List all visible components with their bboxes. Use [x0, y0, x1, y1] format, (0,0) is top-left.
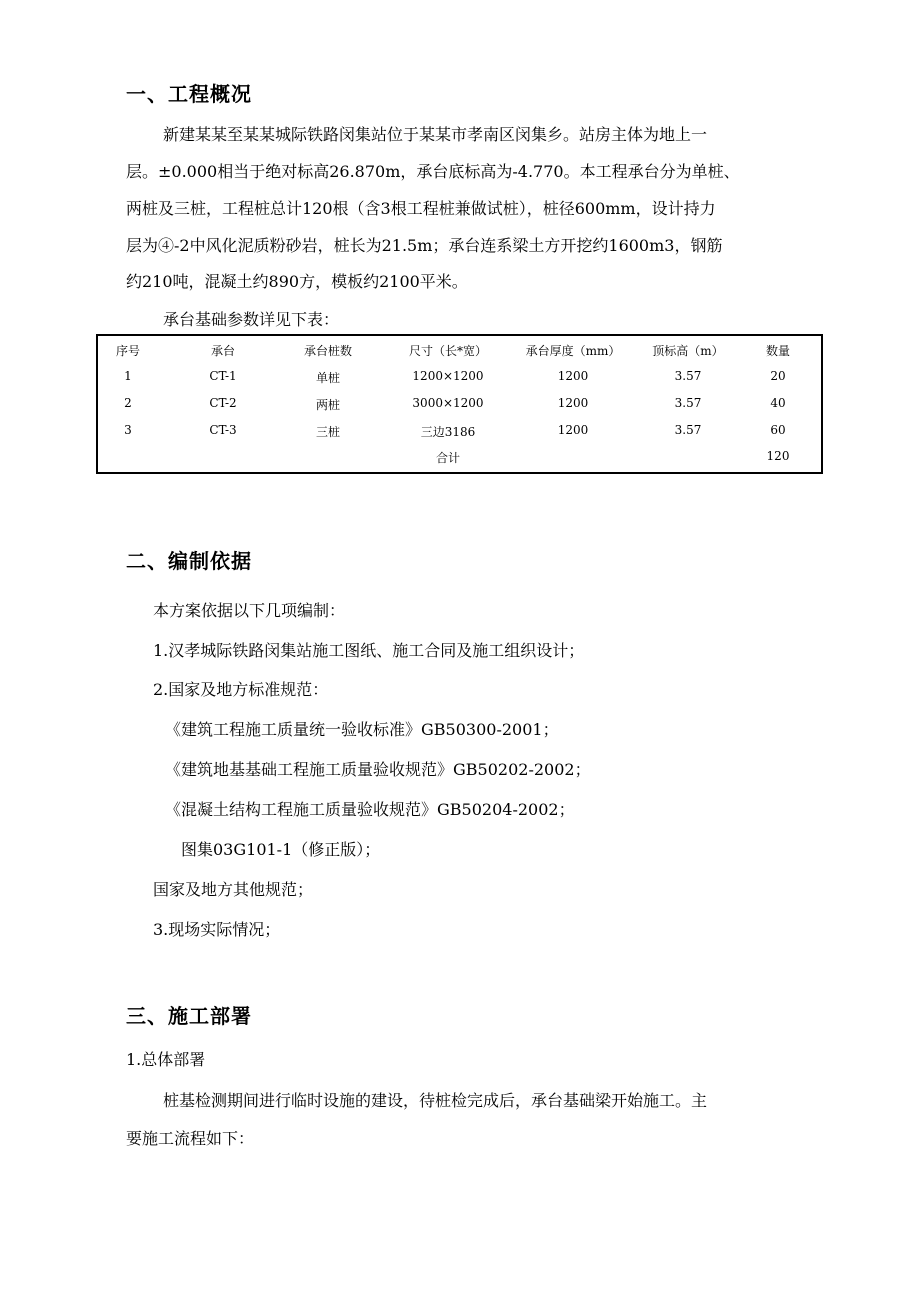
- table-cell: 三桩: [315, 425, 340, 439]
- table-cell: 1200: [557, 423, 589, 437]
- table-cell: CT-1: [209, 369, 237, 383]
- basis-line-7: 图集03G101-1（修正版）；: [181, 840, 381, 859]
- section3-para-line-2: 要施工流程如下：: [126, 1129, 255, 1148]
- table-intro: 承台基础参数详见下表：: [163, 310, 340, 329]
- table-cell: 3.57: [674, 396, 702, 410]
- table-cell: 1200×1200: [412, 369, 484, 383]
- table-cell: 40: [770, 396, 786, 410]
- table-total-value: 120: [766, 449, 790, 463]
- table-cell: 20: [770, 369, 786, 383]
- table-cell: 1: [124, 369, 132, 383]
- table-cell: 60: [770, 423, 786, 437]
- section2-title: 二、编制依据: [126, 549, 252, 573]
- section1-para-line-5: 约210吨，混凝土约890方，模板约2100平米。: [126, 272, 468, 291]
- basis-line-3: 2.国家及地方标准规范：: [153, 680, 329, 699]
- basis-line-5: 《建筑地基基础工程施工质量验收规范》GB50202-2002；: [165, 760, 591, 779]
- basis-line-4: 《建筑工程施工质量统一验收标准》GB50300-2001；: [165, 720, 559, 739]
- table-cell: 3000×1200: [412, 396, 484, 410]
- section1-para-line-1: 新建某某至某某城际铁路闵集站位于某某市孝南区闵集乡。站房主体为地上一: [163, 125, 708, 144]
- basis-line-1: 本方案依据以下几项编制：: [153, 601, 346, 620]
- pile-cap-table: [96, 334, 823, 474]
- section3-title: 三、施工部署: [126, 1004, 252, 1028]
- table-header: 数量: [765, 344, 790, 358]
- table-header: 承台桩数: [303, 344, 352, 358]
- table-header: 顶标高（m）: [652, 344, 724, 358]
- basis-line-6: 《混凝土结构工程施工质量验收规范》GB50204-2002；: [165, 800, 575, 819]
- table-header: 尺寸（长*宽）: [408, 344, 487, 358]
- section1-para-line-4: 层为④-2中风化泥质粉砂岩，桩长为21.5m；承台连系梁土方开挖约1600m3，钢筋: [126, 236, 723, 255]
- table-cell: 1200: [557, 369, 589, 383]
- table-cell: 3: [124, 423, 132, 437]
- table-header: 序号: [115, 344, 140, 358]
- section1-title: 一、工程概况: [126, 82, 252, 106]
- table-header: 承台厚度（mm）: [525, 344, 621, 358]
- table-header: 承台: [210, 344, 235, 358]
- table-cell: 3.57: [674, 423, 702, 437]
- table-cell: 3.57: [674, 369, 702, 383]
- table-cell: 1200: [557, 396, 589, 410]
- table-cell: CT-3: [209, 423, 237, 437]
- basis-line-9: 3.现场实际情况；: [153, 920, 281, 939]
- section3-para-line-1: 桩基检测期间进行临时设施的建设，待桩检完成后，承台基础梁开始施工。主: [163, 1091, 708, 1110]
- basis-line-8: 国家及地方其他规范；: [153, 880, 314, 899]
- table-total-label: 合计: [435, 451, 460, 465]
- table-cell: CT-2: [209, 396, 237, 410]
- table-cell: 2: [124, 396, 132, 410]
- section3-subtitle: 1.总体部署: [126, 1050, 206, 1069]
- table-cell: 单桩: [315, 371, 340, 385]
- section1-para-line-2: 层。±0.000相当于绝对标高26.870m，承台底标高为-4.770。本工程承台分为单桩、: [126, 162, 740, 181]
- table-cell: 三边3186: [420, 425, 476, 439]
- section1-para-line-3: 两桩及三桩，工程桩总计120根（含3根工程桩兼做试桩），桩径600mm，设计持力: [126, 199, 716, 218]
- basis-line-2: 1.汉孝城际铁路闵集站施工图纸、施工合同及施工组织设计；: [153, 641, 585, 660]
- table-cell: 两桩: [315, 398, 340, 412]
